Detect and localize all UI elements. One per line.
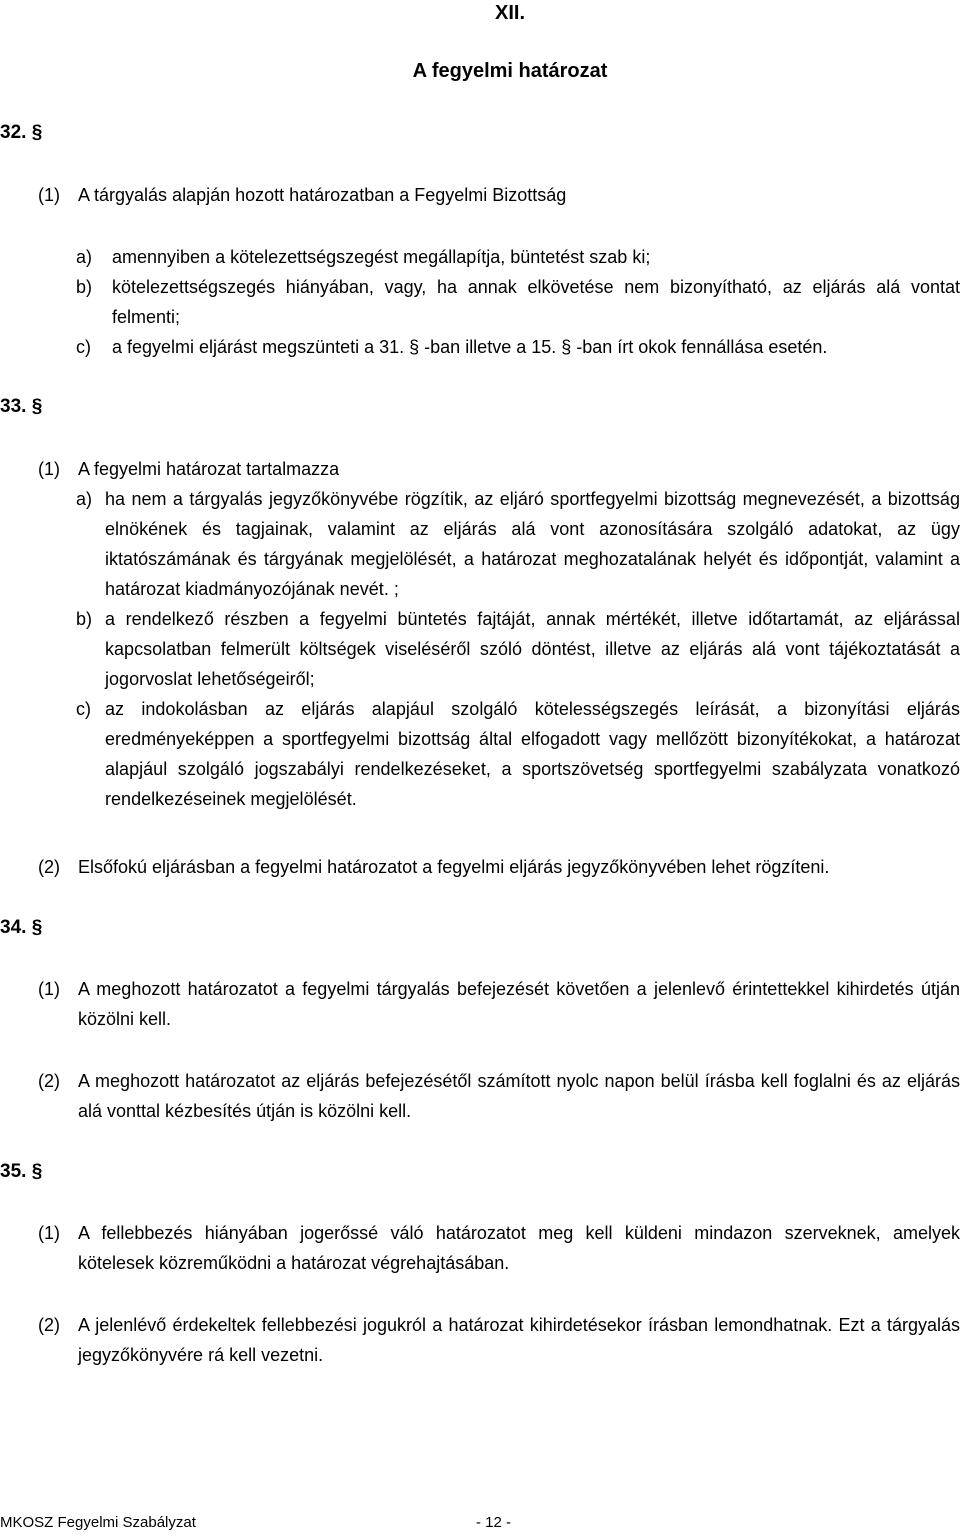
list-item — [76, 272, 960, 332]
paragraph-number: (1) — [38, 1223, 60, 1243]
footer-page-number: - 12 - — [476, 1514, 512, 1531]
list-item — [76, 242, 960, 272]
footer-document-name: MKOSZ Fegyelmi Szabályzat — [0, 1514, 196, 1531]
section-34-paragraph-2 — [38, 1066, 960, 1126]
section-34-number: 34. § — [0, 917, 43, 938]
list-item — [76, 604, 960, 694]
section-33-item-list — [76, 484, 960, 814]
paragraph-text: A meghozott határozatot az eljárás befejezésétől számított nyolc napon belül írásba kell foglalni és az eljárás alá vonttal kézbesítés útján is közölni kell. — [78, 1071, 960, 1121]
section-32-item-list — [76, 242, 960, 362]
list-item-label: b) — [76, 277, 93, 297]
list-item-text: a fegyelmi eljárást megszünteti a 31. § -ban illetve a 15. § -ban írt okok fennállása esetén. — [112, 337, 828, 357]
list-item-text: ha nem a tárgyalás jegyzőkönyvébe rögzítik, az eljáró sportfegyelmi bizottság megnevezését, a bizottság elnökének és tagjainak, valamint az eljárás alá vont azonosítására szolgáló adatokat, az ügy iktatószámának és tárgyának megjelölését, a határozat meghozatalának helyét és időpontját, valamint a határozat kiadmányozójának nevét. ; — [105, 489, 960, 599]
list-item — [76, 484, 960, 604]
section-34-paragraph-1 — [38, 974, 960, 1034]
section-32-number: 32. § — [0, 122, 43, 143]
section-35-paragraph-1 — [38, 1218, 960, 1278]
paragraph-text: A tárgyalás alapján hozott határozatban a Fegyelmi Bizottság — [78, 185, 567, 205]
paragraph-text: Elsőfokú eljárásban a fegyelmi határozatot a fegyelmi eljárás jegyzőkönyvében lehet rögzíteni. — [78, 857, 830, 877]
list-item — [76, 694, 960, 814]
list-item-text: a rendelkező részben a fegyelmi büntetés fajtáját, annak mértékét, illetve időtartamát, az eljárással kapcsolatban felmerült költségek viseléséről szóló döntést, illetve az eljárás alá vont tájékoztatását a jogorvoslat lehetőségeiről; — [105, 609, 960, 689]
section-35-number: 35. § — [0, 1161, 43, 1182]
paragraph-number: (2) — [38, 1071, 60, 1091]
list-item-text: amennyiben a kötelezettségszegést megállapítja, büntetést szab ki; — [112, 247, 651, 267]
paragraph-text: A meghozott határozatot a fegyelmi tárgyalás befejezését követően a jelenlevő érintettekkel kihirdetés útján közölni kell. — [78, 979, 960, 1029]
paragraph-text: A fellebbezés hiányában jogerőssé váló határozatot meg kell küldeni mindazon szerveknek, amelyek kötelesek közreműködni a határozat végrehajtásában. — [78, 1223, 960, 1273]
paragraph-number: (1) — [38, 979, 60, 999]
section-33-number: 33. § — [0, 396, 43, 417]
list-item-label: c) — [76, 337, 91, 357]
paragraph-number: (2) — [38, 1315, 60, 1335]
paragraph-text: A fegyelmi határozat tartalmazza — [78, 459, 340, 479]
list-item-label: a) — [76, 489, 93, 509]
paragraph-number: (1) — [38, 459, 60, 479]
paragraph-text: A jelenlévő érdekeltek fellebbezési jogukról a határozat kihirdetésekor írásban lemondhatnak. Ezt a tárgyalás jegyzőkönyvére rá kell vezetni. — [78, 1315, 960, 1365]
list-item-label: c) — [76, 699, 91, 719]
section-32-paragraph-1 — [38, 180, 960, 210]
list-item-text: kötelezettségszegés hiányában, vagy, ha annak elkövetése nem bizonyítható, az eljárás alá vontat felmenti; — [112, 277, 960, 327]
section-35-paragraph-2 — [38, 1310, 960, 1370]
list-item-label: a) — [76, 247, 93, 267]
page-title: A fegyelmi határozat — [412, 60, 608, 82]
chapter-number: XII. — [494, 2, 525, 24]
paragraph-number: (1) — [38, 185, 60, 205]
list-item — [76, 332, 960, 362]
list-item-text: az indokolásban az eljárás alapjául szolgáló kötelességszegés leírását, a bizonyítási eljárás eredményeképpen a sportfegyelmi bizottság által elfogadott vagy mellőzött bizonyítékokat, a határozat alapjául szolgáló jogszabályi rendelkezéseket, a sportszövetség sportfegyelmi szabályzata vonatkozó rendelkezéseinek megjelölését. — [105, 699, 960, 809]
list-item-label: b) — [76, 609, 93, 629]
section-33-paragraph-1 — [38, 454, 960, 484]
paragraph-number: (2) — [38, 857, 60, 877]
section-33-paragraph-2 — [38, 852, 960, 882]
